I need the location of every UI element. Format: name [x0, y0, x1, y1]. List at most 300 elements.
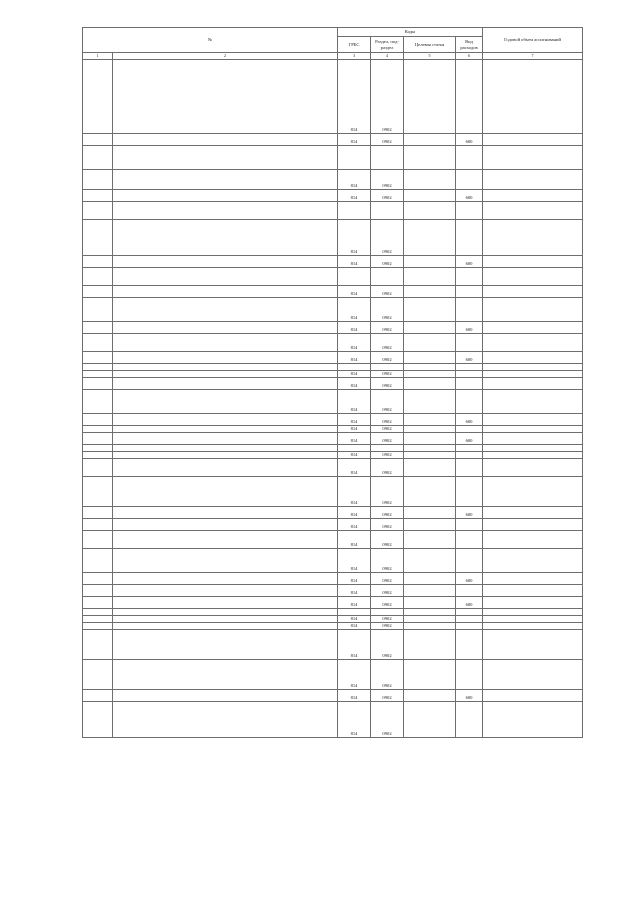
table-row — [83, 298, 583, 322]
row-number-cell — [83, 334, 113, 352]
row-razdel-cell: 0902 — [371, 378, 404, 390]
row-razdel-cell: 0902 — [371, 549, 404, 573]
row-vid-cell: 600 — [456, 597, 483, 609]
table-row — [83, 452, 583, 459]
row-razdel-cell: 0902 — [371, 134, 404, 146]
row-name-cell — [113, 597, 338, 609]
col-number: 3 — [338, 53, 371, 60]
row-grbs-cell: 814 — [338, 433, 371, 445]
row-vid-cell — [456, 616, 483, 623]
row-grbs-cell: 814 — [338, 477, 371, 507]
row-vid-cell — [456, 702, 483, 738]
row-grbs-cell: 814 — [338, 352, 371, 364]
row-name-cell — [113, 170, 338, 190]
row-target-cell — [404, 220, 456, 256]
row-target-cell — [404, 390, 456, 414]
row-name-cell — [113, 433, 338, 445]
row-grbs-cell: 814 — [338, 531, 371, 549]
row-razdel-cell: 0902 — [371, 616, 404, 623]
row-razdel-cell: 0902 — [371, 414, 404, 426]
row-number-cell — [83, 378, 113, 390]
row-sum-cell — [483, 170, 583, 190]
row-razdel-cell: 0902 — [371, 170, 404, 190]
row-razdel-cell: 0902 — [371, 334, 404, 352]
row-name-cell — [113, 452, 338, 459]
row-vid-cell — [456, 630, 483, 660]
row-sum-cell — [483, 322, 583, 334]
row-razdel-cell: 0902 — [371, 585, 404, 597]
column-number-row — [83, 53, 583, 60]
col-number: 2 — [113, 53, 338, 60]
row-number-cell — [83, 549, 113, 573]
table-row — [83, 531, 583, 549]
row-grbs-cell: 814 — [338, 322, 371, 334]
row-vid-cell — [456, 623, 483, 630]
header-target: Целевая статья — [404, 37, 456, 53]
table-row — [83, 623, 583, 630]
row-razdel-cell: 0902 — [371, 433, 404, 445]
row-name-cell — [113, 507, 338, 519]
table-row — [83, 616, 583, 623]
row-number-cell — [83, 623, 113, 630]
row-grbs-cell: 814 — [338, 616, 371, 623]
table-row — [83, 426, 583, 433]
row-grbs-cell: 814 — [338, 623, 371, 630]
row-number-cell — [83, 507, 113, 519]
col-number: 5 — [404, 53, 456, 60]
row-grbs-cell: 814 — [338, 390, 371, 414]
row-number-cell — [83, 170, 113, 190]
row-name-cell — [113, 322, 338, 334]
table-row — [83, 286, 583, 298]
table-row — [83, 660, 583, 690]
row-razdel-cell — [371, 146, 404, 170]
row-grbs-cell: 814 — [338, 660, 371, 690]
row-name-cell — [113, 660, 338, 690]
row-number-cell — [83, 202, 113, 220]
row-name-cell — [113, 616, 338, 623]
row-sum-cell — [483, 426, 583, 433]
row-sum-cell — [483, 433, 583, 445]
row-name-cell — [113, 609, 338, 616]
row-sum-cell — [483, 660, 583, 690]
row-number-cell — [83, 134, 113, 146]
row-grbs-cell: 814 — [338, 134, 371, 146]
row-vid-cell — [456, 531, 483, 549]
row-target-cell — [404, 202, 456, 220]
table-row — [83, 390, 583, 414]
row-grbs-cell: 814 — [338, 414, 371, 426]
row-grbs-cell: 814 — [338, 452, 371, 459]
row-name-cell — [113, 268, 338, 286]
row-sum-cell — [483, 220, 583, 256]
row-vid-cell — [456, 364, 483, 371]
table-row — [83, 690, 583, 702]
row-name-cell — [113, 477, 338, 507]
row-vid-cell: 600 — [456, 256, 483, 268]
row-number-cell — [83, 630, 113, 660]
row-grbs-cell: 814 — [338, 426, 371, 433]
table-row — [83, 597, 583, 609]
row-name-cell — [113, 531, 338, 549]
row-name-cell — [113, 190, 338, 202]
row-number-cell — [83, 364, 113, 371]
row-sum-cell — [483, 202, 583, 220]
row-grbs-cell: 814 — [338, 378, 371, 390]
row-name-cell — [113, 623, 338, 630]
row-vid-cell — [456, 378, 483, 390]
row-sum-cell — [483, 134, 583, 146]
row-grbs-cell: 814 — [338, 371, 371, 378]
row-target-cell — [404, 445, 456, 452]
table-row — [83, 414, 583, 426]
row-target-cell — [404, 426, 456, 433]
table-row-note — [83, 202, 583, 220]
row-vid-cell: 600 — [456, 573, 483, 585]
row-razdel-cell: 0902 — [371, 573, 404, 585]
row-target-cell — [404, 660, 456, 690]
table-row-note — [83, 445, 583, 452]
row-razdel-cell: 0902 — [371, 286, 404, 298]
row-sum-cell — [483, 597, 583, 609]
row-vid-cell — [456, 519, 483, 531]
row-number-cell — [83, 445, 113, 452]
row-number-cell — [83, 286, 113, 298]
row-name-cell — [113, 690, 338, 702]
header-codes: Коды — [338, 28, 483, 37]
row-name-cell — [113, 585, 338, 597]
row-name-cell — [113, 573, 338, 585]
table-row — [83, 170, 583, 190]
row-sum-cell — [483, 364, 583, 371]
row-target-cell — [404, 60, 456, 134]
row-name-cell — [113, 702, 338, 738]
row-razdel-cell: 0902 — [371, 477, 404, 507]
row-number-cell — [83, 414, 113, 426]
row-razdel-cell: 0902 — [371, 390, 404, 414]
row-vid-cell — [456, 477, 483, 507]
row-name-cell — [113, 519, 338, 531]
row-sum-cell — [483, 390, 583, 414]
row-target-cell — [404, 597, 456, 609]
row-sum-cell — [483, 549, 583, 573]
row-target-cell — [404, 690, 456, 702]
row-name-cell — [113, 630, 338, 660]
row-vid-cell — [456, 426, 483, 433]
row-vid-cell — [456, 660, 483, 690]
table-row — [83, 459, 583, 477]
table-row-note — [83, 609, 583, 616]
row-target-cell — [404, 507, 456, 519]
row-number-cell — [83, 585, 113, 597]
row-grbs-cell: 814 — [338, 286, 371, 298]
row-target-cell — [404, 630, 456, 660]
row-grbs-cell: 814 — [338, 549, 371, 573]
row-grbs-cell: 814 — [338, 690, 371, 702]
row-grbs-cell — [338, 445, 371, 452]
table-row — [83, 549, 583, 573]
row-sum-cell — [483, 585, 583, 597]
table-row — [83, 378, 583, 390]
row-razdel-cell: 0902 — [371, 623, 404, 630]
row-grbs-cell: 814 — [338, 702, 371, 738]
row-number-cell — [83, 452, 113, 459]
row-vid-cell — [456, 298, 483, 322]
row-target-cell — [404, 334, 456, 352]
row-vid-cell — [456, 585, 483, 597]
row-name-cell — [113, 549, 338, 573]
row-razdel-cell — [371, 364, 404, 371]
row-name-cell — [113, 202, 338, 220]
row-sum-cell — [483, 286, 583, 298]
row-name-cell — [113, 220, 338, 256]
row-number-cell — [83, 298, 113, 322]
row-sum-cell — [483, 256, 583, 268]
row-grbs-cell: 814 — [338, 190, 371, 202]
table-row — [83, 573, 583, 585]
row-target-cell — [404, 371, 456, 378]
row-grbs-cell: 814 — [338, 298, 371, 322]
table-row — [83, 190, 583, 202]
row-vid-cell: 600 — [456, 352, 483, 364]
table-row-note — [83, 268, 583, 286]
row-target-cell — [404, 190, 456, 202]
row-name-cell — [113, 60, 338, 134]
row-target-cell — [404, 268, 456, 286]
col-number: 7 — [483, 53, 583, 60]
table-row — [83, 134, 583, 146]
row-number-cell — [83, 60, 113, 134]
row-razdel-cell: 0902 — [371, 702, 404, 738]
row-number-cell — [83, 609, 113, 616]
table-row — [83, 334, 583, 352]
table-row — [83, 630, 583, 660]
row-razdel-cell: 0902 — [371, 322, 404, 334]
row-target-cell — [404, 298, 456, 322]
row-sum-cell — [483, 690, 583, 702]
row-name-cell — [113, 352, 338, 364]
row-vid-cell — [456, 549, 483, 573]
row-target-cell — [404, 286, 456, 298]
row-number-cell — [83, 322, 113, 334]
row-razdel-cell: 0902 — [371, 190, 404, 202]
row-sum-cell — [483, 146, 583, 170]
row-razdel-cell: 0902 — [371, 660, 404, 690]
row-name-cell — [113, 426, 338, 433]
table-row — [83, 371, 583, 378]
row-name-cell — [113, 146, 338, 170]
row-sum-cell — [483, 371, 583, 378]
row-target-cell — [404, 452, 456, 459]
row-name-cell — [113, 414, 338, 426]
row-vid-cell — [456, 202, 483, 220]
row-number-cell — [83, 519, 113, 531]
row-target-cell — [404, 134, 456, 146]
row-grbs-cell: 814 — [338, 507, 371, 519]
row-sum-cell — [483, 573, 583, 585]
row-target-cell — [404, 519, 456, 531]
header-volume: Годовой объем ассигнований — [483, 28, 583, 53]
row-vid-cell — [456, 445, 483, 452]
row-target-cell — [404, 531, 456, 549]
row-number-cell — [83, 146, 113, 170]
row-name-cell — [113, 390, 338, 414]
table-row — [83, 519, 583, 531]
row-razdel-cell: 0902 — [371, 459, 404, 477]
row-sum-cell — [483, 459, 583, 477]
row-number-cell — [83, 268, 113, 286]
row-razdel-cell: 0902 — [371, 298, 404, 322]
row-target-cell — [404, 322, 456, 334]
row-sum-cell — [483, 268, 583, 286]
row-number-cell — [83, 616, 113, 623]
row-grbs-cell — [338, 609, 371, 616]
row-vid-cell: 600 — [456, 322, 483, 334]
row-name-cell — [113, 371, 338, 378]
row-target-cell — [404, 585, 456, 597]
row-razdel-cell: 0902 — [371, 531, 404, 549]
row-sum-cell — [483, 477, 583, 507]
row-number-cell — [83, 256, 113, 268]
table-row — [83, 507, 583, 519]
col-number: 6 — [456, 53, 483, 60]
row-target-cell — [404, 378, 456, 390]
table-row-note — [83, 146, 583, 170]
row-sum-cell — [483, 60, 583, 134]
row-name-cell — [113, 334, 338, 352]
row-vid-cell — [456, 609, 483, 616]
row-grbs-cell — [338, 202, 371, 220]
row-vid-cell — [456, 170, 483, 190]
row-sum-cell — [483, 623, 583, 630]
row-vid-cell — [456, 390, 483, 414]
row-name-cell — [113, 298, 338, 322]
row-vid-cell — [456, 452, 483, 459]
row-grbs-cell — [338, 364, 371, 371]
row-grbs-cell: 814 — [338, 630, 371, 660]
row-razdel-cell: 0902 — [371, 630, 404, 660]
table-row — [83, 322, 583, 334]
row-razdel-cell: 0902 — [371, 452, 404, 459]
row-target-cell — [404, 433, 456, 445]
row-sum-cell — [483, 609, 583, 616]
row-vid-cell — [456, 220, 483, 256]
row-number-cell — [83, 352, 113, 364]
table-row — [83, 60, 583, 134]
row-sum-cell — [483, 452, 583, 459]
row-vid-cell: 600 — [456, 433, 483, 445]
table-row — [83, 256, 583, 268]
row-target-cell — [404, 573, 456, 585]
row-name-cell — [113, 364, 338, 371]
table-row — [83, 352, 583, 364]
row-target-cell — [404, 352, 456, 364]
row-vid-cell: 600 — [456, 190, 483, 202]
row-number-cell — [83, 459, 113, 477]
row-name-cell — [113, 256, 338, 268]
row-vid-cell — [456, 60, 483, 134]
table-row — [83, 585, 583, 597]
row-razdel-cell — [371, 609, 404, 616]
table-row — [83, 433, 583, 445]
row-sum-cell — [483, 334, 583, 352]
row-name-cell — [113, 286, 338, 298]
row-number-cell — [83, 660, 113, 690]
row-vid-cell: 600 — [456, 414, 483, 426]
row-sum-cell — [483, 378, 583, 390]
row-grbs-cell: 814 — [338, 334, 371, 352]
row-grbs-cell: 814 — [338, 573, 371, 585]
row-grbs-cell: 814 — [338, 256, 371, 268]
table-body — [83, 60, 583, 738]
row-razdel-cell — [371, 445, 404, 452]
header-grbs: ГРБС — [338, 37, 371, 53]
row-sum-cell — [483, 507, 583, 519]
row-razdel-cell: 0902 — [371, 426, 404, 433]
row-target-cell — [404, 146, 456, 170]
row-razdel-cell — [371, 268, 404, 286]
row-number-cell — [83, 433, 113, 445]
row-sum-cell — [483, 531, 583, 549]
row-vid-cell — [456, 334, 483, 352]
row-vid-cell — [456, 371, 483, 378]
table-row — [83, 702, 583, 738]
col-number: 1 — [83, 53, 113, 60]
row-sum-cell — [483, 445, 583, 452]
budget-table — [82, 27, 583, 738]
row-target-cell — [404, 702, 456, 738]
col-number: 4 — [371, 53, 404, 60]
header-name: № — [83, 28, 338, 53]
row-target-cell — [404, 549, 456, 573]
table-row-note — [83, 364, 583, 371]
row-target-cell — [404, 414, 456, 426]
row-name-cell — [113, 134, 338, 146]
row-grbs-cell: 814 — [338, 585, 371, 597]
row-target-cell — [404, 256, 456, 268]
row-razdel-cell: 0902 — [371, 519, 404, 531]
row-number-cell — [83, 531, 113, 549]
row-vid-cell: 600 — [456, 507, 483, 519]
row-target-cell — [404, 623, 456, 630]
row-target-cell — [404, 609, 456, 616]
row-number-cell — [83, 371, 113, 378]
row-vid-cell: 600 — [456, 690, 483, 702]
row-razdel-cell: 0902 — [371, 507, 404, 519]
row-vid-cell — [456, 146, 483, 170]
row-razdel-cell: 0902 — [371, 597, 404, 609]
table-row — [83, 220, 583, 256]
row-number-cell — [83, 477, 113, 507]
row-grbs-cell: 814 — [338, 459, 371, 477]
row-grbs-cell: 814 — [338, 170, 371, 190]
row-sum-cell — [483, 190, 583, 202]
row-razdel-cell: 0902 — [371, 352, 404, 364]
row-razdel-cell: 0902 — [371, 60, 404, 134]
table-row — [83, 477, 583, 507]
row-razdel-cell: 0902 — [371, 220, 404, 256]
header-razdel: Раздел, под-раздел — [371, 37, 404, 53]
row-name-cell — [113, 445, 338, 452]
row-number-cell — [83, 573, 113, 585]
row-razdel-cell: 0902 — [371, 371, 404, 378]
row-grbs-cell: 814 — [338, 519, 371, 531]
row-vid-cell — [456, 286, 483, 298]
row-grbs-cell: 814 — [338, 597, 371, 609]
row-number-cell — [83, 597, 113, 609]
row-sum-cell — [483, 414, 583, 426]
row-number-cell — [83, 690, 113, 702]
